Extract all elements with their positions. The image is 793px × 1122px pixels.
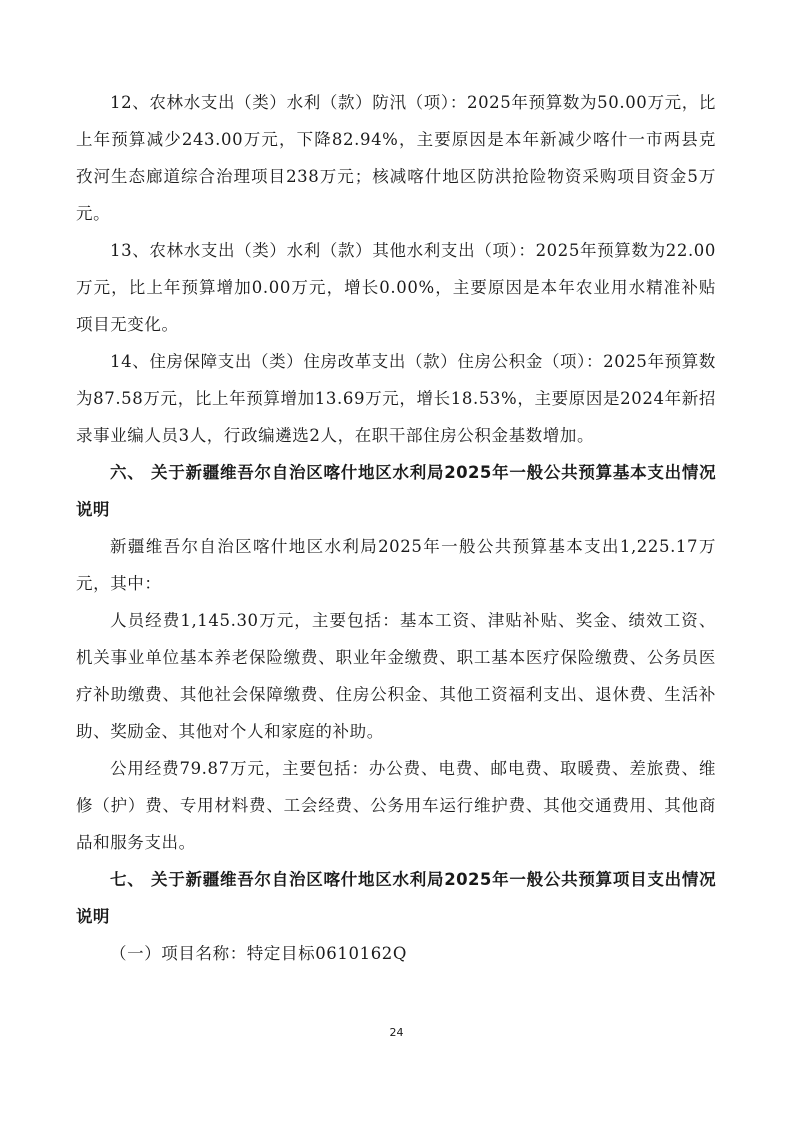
project-name-paragraph: （一）项目名称：特定目标0610162Q <box>110 944 408 963</box>
public-expenses-paragraph: 公用经费79.87万元，主要包括：办公费、电费、邮电费、取暖费、差旅费、维修（护）费、专用材料费、工会经费、公务用车运行维护费、其他交通费用、其他商品和服务支出。 <box>76 759 716 852</box>
document-page <box>76 84 716 972</box>
basic-expenditure-summary: 新疆维吾尔自治区喀什地区水利局2025年一般公共预算基本支出1,225.17万元，其中： <box>76 537 716 593</box>
paragraph-item-14: 14、住房保障支出（类）住房改革支出（款）住房公积金（项）：2025年预算数为87.58万元，比上年预算增加13.69万元，增长18.53%，主要原因是2024年新招录事业编人员3人，行政编遴选2人，在职干部住房公积金基数增加。 <box>76 352 716 445</box>
section-6-heading: 六、 关于新疆维吾尔自治区喀什地区水利局2025年一般公共预算基本支出情况说明 <box>76 463 716 519</box>
section-7-heading: 七、 关于新疆维吾尔自治区喀什地区水利局2025年一般公共预算项目支出情况说明 <box>76 870 716 926</box>
paragraph-item-12: 12、农林水支出（类）水利（款）防汛（项）：2025年预算数为50.00万元，比上年预算减少243.00万元，下降82.94%，主要原因是本年新减少喀什一市两县克孜河生态廊道综合治理项目238万元；核减喀什地区防洪抢险物资采购项目资金5万元。 <box>76 93 716 223</box>
personnel-expenses-paragraph: 人员经费1,145.30万元，主要包括：基本工资、津贴补贴、奖金、绩效工资、机关事业单位基本养老保险缴费、职业年金缴费、职工基本医疗保险缴费、公务员医疗补助缴费、其他社会保障缴费、住房公积金、其他工资福利支出、退休费、生活补助、奖励金、其他对个人和家庭的补助。 <box>76 611 716 741</box>
paragraph-item-13: 13、农林水支出（类）水利（款）其他水利支出（项）：2025年预算数为22.00万元，比上年预算增加0.00万元，增长0.00%，主要原因是本年农业用水精准补贴项目无变化。 <box>76 241 716 334</box>
page-number: 24 <box>389 1026 404 1039</box>
